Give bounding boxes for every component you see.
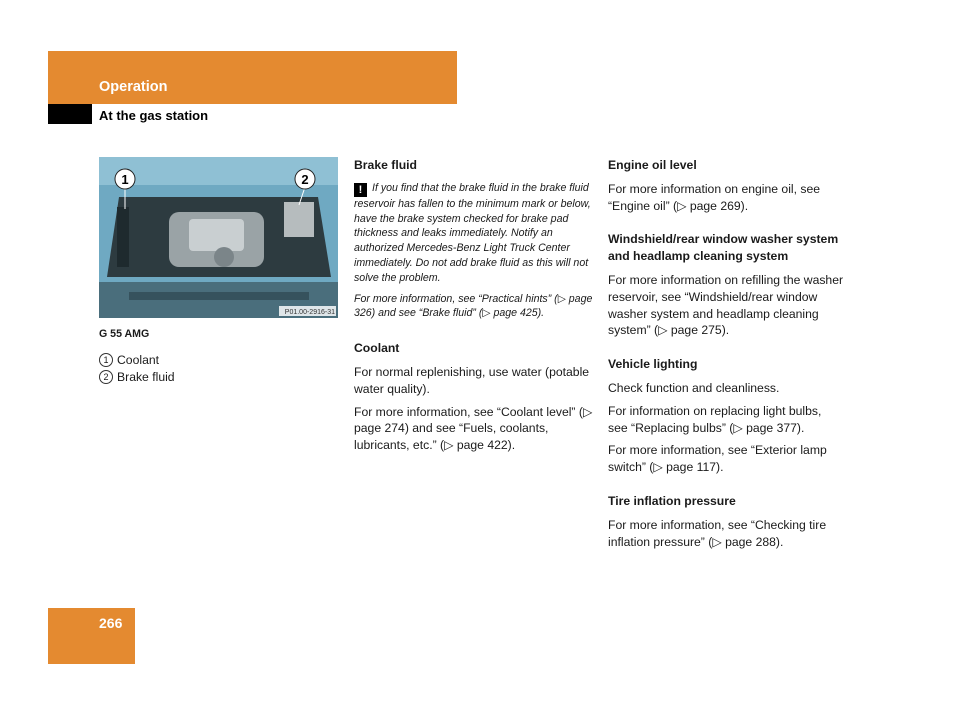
brake-fluid-note: For more information, see “Practical hints” (▷ page 326) and see “Brake fluid” (▷ page 425). [354,292,593,320]
section-title: Operation [99,79,168,95]
warning-body: If you find that the brake fluid in the brake fluid reservoir has fallen to the minimum mark or below, have the brake system checked for brake pad thickness and leaks immediately. Notify an authorized Mercedes-Benz Light Truck Center immediately. Do not add brake fluid as this will not solve the problem. [354,181,591,284]
legend-label: Coolant [117,352,160,367]
lighting-paragraph-1: Check function and cleanliness. [608,380,780,395]
heading-tire-pressure: Tire inflation pressure [608,493,736,508]
figure-caption: G 55 AMG [99,328,150,340]
heading-coolant: Coolant [354,341,400,356]
warning-text [354,181,594,286]
engine-oil-paragraph: For more information on engine oil, see “Engine oil” (▷ page 269). [608,181,821,213]
lighting-paragraph-3: For more information, see “Exterior lamp switch” (▷ page 117). [608,443,827,475]
legend-label: Brake fluid [117,369,175,384]
heading-vehicle-lighting: Vehicle lighting [608,357,698,372]
callout-1: 1 [121,172,129,187]
warning-icon: ! [354,183,367,197]
subsection-title: At the gas station [99,108,209,123]
heading-brake-fluid: Brake fluid [354,158,417,172]
heading-engine-oil: Engine oil level [608,158,697,172]
coolant-paragraph-2: For more information, see “Coolant level” (▷ page 274) and see “Fuels, coolants, lubricants, etc.” (▷ page 422). [354,404,593,453]
washer-paragraph: For more information on refilling the washer reservoir, see “Windshield/rear window washer system and headlamp cleaning system” (▷ page 275). [608,272,844,338]
column-middle [354,157,594,460]
lighting-paragraph-2: For information on replacing light bulbs, see “Replacing bulbs” (▷ page 377). [608,403,822,435]
heading-washer: Windshield/rear window washer system and headlamp cleaning system [608,232,839,264]
header-band [48,51,457,104]
tire-paragraph: For more information, see “Checking tire inflation pressure” (▷ page 288). [608,517,827,549]
subsection-marker [48,104,92,124]
figure-code: P01.00-2916-31 [284,309,335,316]
legend-number: 2 [99,370,113,384]
coolant-paragraph-1: For normal replenishing, use water (potable water quality). [354,364,590,396]
legend-item [99,369,339,386]
legend-item [99,352,339,369]
engine-photo [99,157,338,318]
column-right [608,157,844,556]
column-figure [99,157,339,385]
callout-2: 2 [301,172,309,187]
legend-number: 1 [99,353,113,367]
page-number: 266 [99,615,123,631]
